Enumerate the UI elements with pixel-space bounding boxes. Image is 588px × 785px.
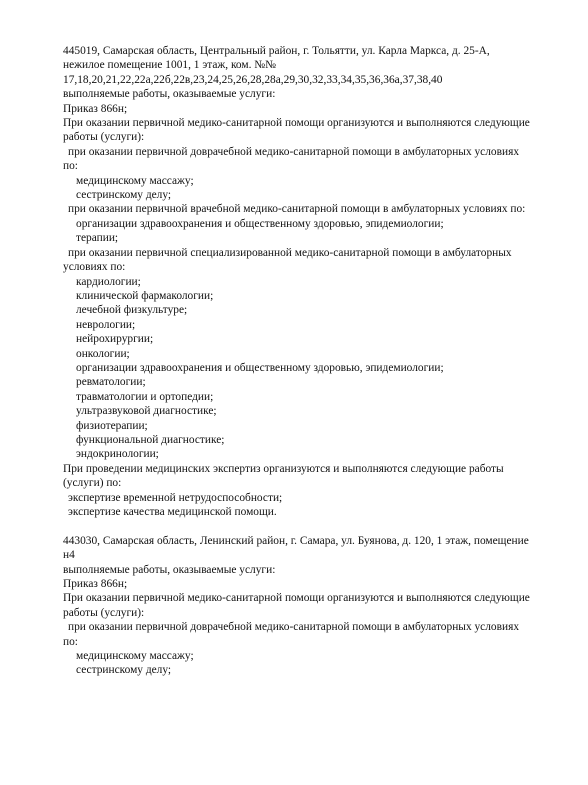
pmsp-intro: работы (услуги): [63,606,145,619]
address-line: н4 [63,549,75,562]
list-item: медицинскому массажу; [76,174,194,187]
list-item: ультразвуковой диагностике; [76,405,217,418]
list-item: лечебной физкультуре; [76,304,188,317]
pmsp-intro: При оказании первичной медико-санитарной помощи организуются и выполняются следующие [63,592,530,605]
specialized-heading: при оказании первичной специализированной медико-санитарной помощи в амбулаторных [68,246,512,259]
list-item: травматологии и ортопедии; [76,390,214,403]
prenurse-heading: по: [63,160,78,173]
section-spacer [63,519,563,533]
address-line: 17,18,20,21,22,22а,22б,22в,23,24,25,26,28,28а,29,30,32,33,34,35,36,36а,37,38,40 [63,73,443,86]
list-item: клинической фармакологии; [76,289,214,302]
list-item: физиотерапии; [76,419,148,432]
address-line: нежилое помещение 1001, 1 этаж, ком. №№ [63,59,277,72]
expertise-intro: При проведении медицинских экспертиз организуются и выполняются следующие работы [63,462,504,475]
list-item: неврологии; [76,318,136,331]
order-reference: Приказ 866н; [63,102,128,115]
list-item: сестринскому делу; [76,189,172,202]
works-heading: выполняемые работы, оказываемые услуги: [63,563,276,576]
address-line: 443030, Самарская область, Ленинский район, г. Самара, ул. Буянова, д. 120, 1 этаж, помещение [63,534,529,547]
list-item: эндокринологии; [76,448,159,461]
list-item: онкологии; [76,347,130,360]
list-item: сестринскому делу; [76,664,172,677]
address-section-tolyatti [63,44,563,519]
list-item: терапии; [76,232,119,245]
order-reference: Приказ 866н; [63,578,128,591]
pmsp-intro: При оказании первичной медико-санитарной помощи организуются и выполняются следующие [63,117,530,130]
list-item: медицинскому массажу; [76,650,194,663]
license-document [63,44,563,678]
list-item: кардиологии; [76,275,141,288]
list-item: ревматологии; [76,376,146,389]
prenurse-heading: при оказании первичной доврачебной медико-санитарной помощи в амбулаторных условиях [68,621,520,634]
prenurse-heading: по: [63,635,78,648]
list-item: экспертизе временной нетрудоспособности; [68,491,283,504]
list-item: организации здравоохранения и общественному здоровью, эпидемиологии; [76,217,444,230]
works-heading: выполняемые работы, оказываемые услуги: [63,88,276,101]
list-item: организации здравоохранения и общественному здоровью, эпидемиологии; [76,361,444,374]
list-item: нейрохирургии; [76,333,154,346]
list-item: экспертизе качества медицинской помощи. [68,506,277,518]
specialized-heading: условиях по: [63,261,126,274]
list-item: функциональной диагностике; [76,433,225,446]
prenurse-heading: при оказании первичной доврачебной медико-санитарной помощи в амбулаторных условиях [68,145,520,158]
address-line: 445019, Самарская область, Центральный район, г. Тольятти, ул. Карла Маркса, д. 25-А, [63,45,490,57]
doctor-heading: при оказании первичной врачебной медико-санитарной помощи в амбулаторных условиях по: [68,203,526,216]
pmsp-intro: работы (услуги): [63,131,145,144]
address-section-samara [63,534,563,678]
expertise-intro: (услуги) по: [63,477,122,490]
